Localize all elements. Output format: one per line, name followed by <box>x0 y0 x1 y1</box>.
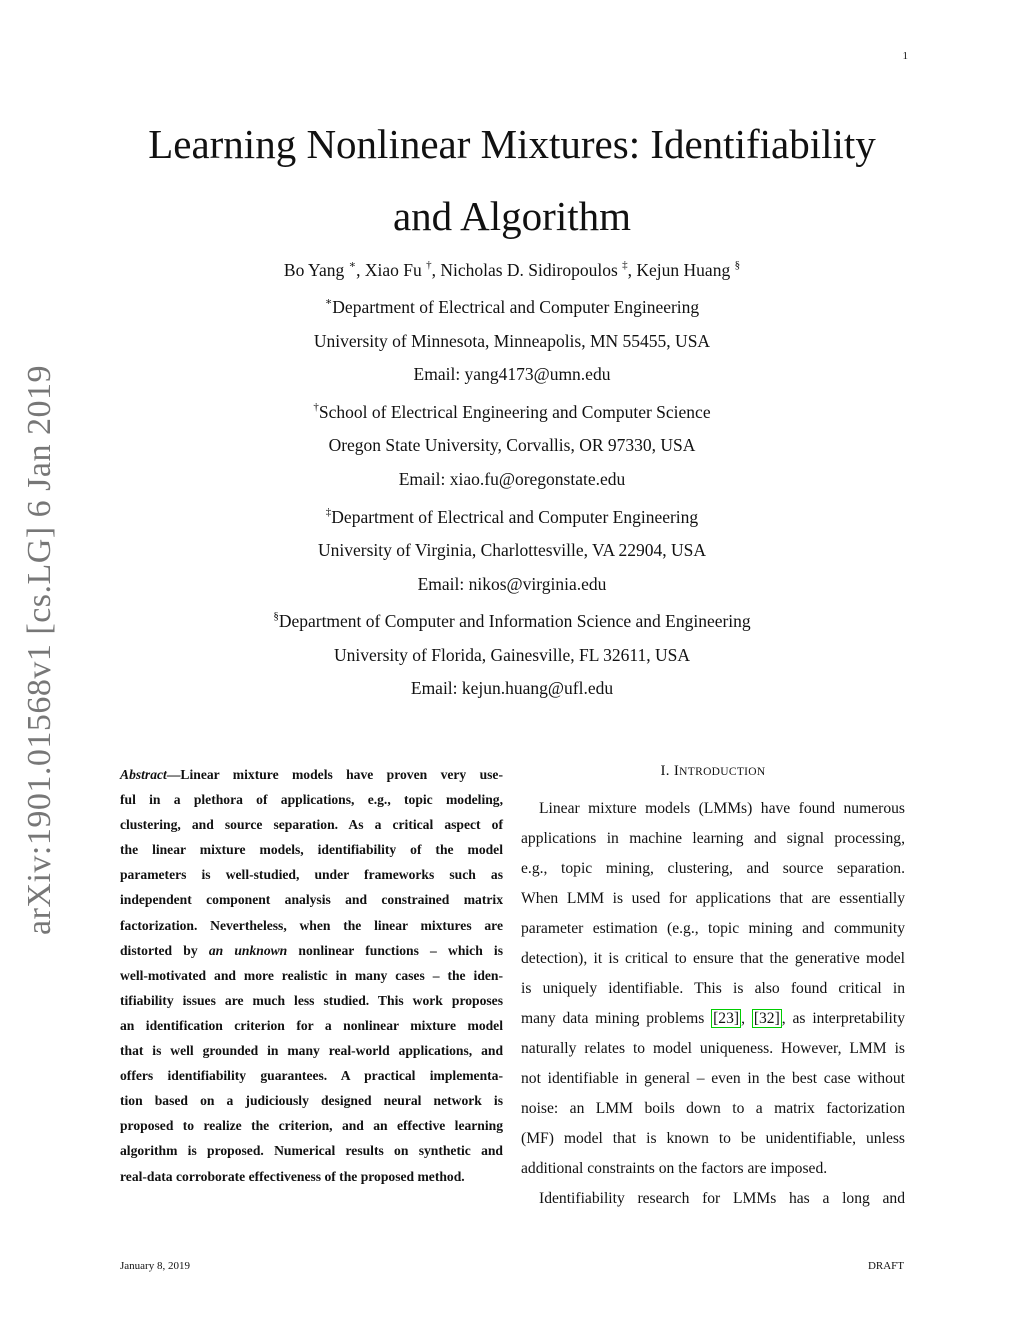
body-line: Linear mixture models (LMMs) have found numerous <box>539 800 905 817</box>
affiliation-department <box>140 497 884 534</box>
body-text: , as interpretability <box>781 1010 905 1027</box>
author-mark: § <box>734 259 741 271</box>
abstract-line: parameters is well-studied, under frameworks such as <box>120 867 503 883</box>
body-line <box>521 1004 905 1034</box>
body-text: many data mining problems <box>521 1010 712 1027</box>
author-name: Kejun Huang <box>636 259 731 280</box>
abstract-line: proposed to realize the criterion, and an effective learning <box>120 1118 503 1134</box>
affiliation-department-text: Department of Electrical and Computer Engineering <box>331 506 699 527</box>
abstract-line: algorithm is proposed. Numerical results on synthetic and <box>120 1143 503 1159</box>
author-mark: † <box>426 259 432 271</box>
affiliation-department <box>140 287 884 324</box>
paper-title-line-1: Learning Nonlinear Mixtures: Identifiability <box>148 121 876 167</box>
arxiv-stamp-text: arXiv:1901.01568v1 [cs.LG] 6 Jan 2019 <box>21 365 59 935</box>
page-number: 1 <box>902 50 908 62</box>
body-line: applications in machine learning and signal processing, <box>521 830 905 847</box>
author-block <box>140 250 884 706</box>
abstract-line: the linear mixture models, identifiability of the model <box>120 842 503 858</box>
affiliation-institution: University of Virginia, Charlottesville, VA 22904, USA <box>318 540 706 561</box>
abstract-line: an identification criterion for a nonlinear mixture model <box>120 1017 503 1033</box>
abstract-line: factorization. Nevertheless, when the linear mixtures are <box>120 917 503 933</box>
abstract-line: well-motivated and more realistic in many cases – the iden- <box>120 967 503 983</box>
body-line: Identifiability research for LMMs has a long and <box>539 1190 905 1207</box>
citation-link[interactable]: [32] <box>753 1010 780 1027</box>
abstract-line: ful in a plethora of applications, e.g., topic modeling, <box>120 792 503 808</box>
paper-title-line-2: and Algorithm <box>392 193 631 239</box>
body-line: additional constraints on the factors are imposed. <box>521 1160 828 1177</box>
arxiv-stamp <box>12 365 68 935</box>
body-line: noise: an LMM boils down to a matrix factorization <box>521 1100 905 1117</box>
abstract <box>120 762 503 1189</box>
section-title-rest: NTRODUCTION <box>679 766 766 778</box>
body-line: (MF) model that is known to be unidentifiable, unless <box>521 1130 905 1147</box>
section-title-initial: I <box>673 763 680 779</box>
affiliation-mark: ‡ <box>325 505 332 518</box>
abstract-text: nonlinear functions – which is <box>287 942 503 958</box>
affiliation-department-text: Department of Electrical and Computer Engineering <box>332 297 700 318</box>
affiliation-mark: ∗ <box>324 296 333 309</box>
abstract-line <box>120 762 503 787</box>
author-name: Nicholas D. Sidiropoulos <box>440 259 618 280</box>
affiliation-institution: Oregon State University, Corvallis, OR 97330, USA <box>328 435 696 456</box>
affiliation-email: Email: xiao.fu@oregonstate.edu <box>398 469 626 490</box>
affiliation-department-text: Department of Computer and Information Science and Engineering <box>278 611 751 632</box>
abstract-text: —Linear mixture models have proven very use- <box>166 767 503 782</box>
affiliation-institution: University of Minnesota, Minneapolis, MN 55455, USA <box>313 330 711 351</box>
abstract-text: distorted by <box>120 942 209 958</box>
abstract-line: offers identifiability guarantees. A practical implementa- <box>120 1068 503 1084</box>
abstract-line <box>120 938 503 963</box>
body-line: is uniquely identifiable. This is also found critical in <box>521 980 905 997</box>
section-number: I. <box>660 763 670 779</box>
abstract-line: that is well grounded in many real-world applications, and <box>120 1043 503 1059</box>
affiliation-mark: § <box>273 610 279 623</box>
affiliation-email: Email: nikos@virginia.edu <box>417 573 607 594</box>
body-line: e.g., topic mining, clustering, and source separation. <box>521 860 905 877</box>
citation-link[interactable]: [23] <box>713 1010 740 1027</box>
footer-date: January 8, 2019 <box>120 1260 190 1272</box>
abstract-line: tion based on a judiciously designed neural network is <box>120 1093 503 1109</box>
body-text: , <box>741 1010 752 1027</box>
body-line: When LMM is used for applications that are essentially <box>521 890 905 907</box>
author-mark: ‡ <box>622 259 628 271</box>
abstract-line: clustering, and source separation. As a critical aspect of <box>120 817 503 833</box>
paper-title <box>100 108 924 252</box>
abstract-line: independent component analysis and constrained matrix <box>120 892 503 908</box>
section-heading <box>521 758 905 784</box>
author-mark: ∗ <box>348 259 357 271</box>
abstract-label: Abstract <box>120 767 167 782</box>
body-line: parameter estimation (e.g., topic mining and community <box>521 920 905 937</box>
body-line: naturally relates to model uniqueness. However, LMM is <box>521 1040 905 1057</box>
abstract-emphasis: an unknown <box>208 942 288 958</box>
affiliation-mark: † <box>313 401 319 414</box>
footer-status: DRAFT <box>867 1260 904 1272</box>
abstract-line: real-data corroborate effectiveness of the proposed method. <box>120 1168 465 1184</box>
affiliation-department-text: School of Electrical Engineering and Computer Science <box>318 401 711 422</box>
author-list: Bo Yang ∗, Xiao Fu †, Nicholas D. Sidiropoulos ‡, Kejun Huang § <box>283 259 741 280</box>
author-name: Bo Yang <box>283 259 345 280</box>
body-line: not identifiable in general – even in the best case without <box>521 1070 905 1087</box>
affiliation-email: Email: kejun.huang@ufl.edu <box>410 678 614 699</box>
introduction-section <box>521 758 905 1214</box>
affiliation-department <box>140 392 884 429</box>
body-line: detection), it is critical to ensure that the generative model <box>521 950 905 967</box>
affiliation-email: Email: yang4173@umn.edu <box>413 364 611 385</box>
affiliation-institution: University of Florida, Gainesville, FL 32611, USA <box>334 644 690 665</box>
affiliation-department <box>140 601 884 638</box>
author-name: Xiao Fu <box>364 259 422 280</box>
abstract-line: tifiability issues are much less studied. This work proposes <box>120 992 503 1008</box>
introduction-body <box>521 794 905 1214</box>
